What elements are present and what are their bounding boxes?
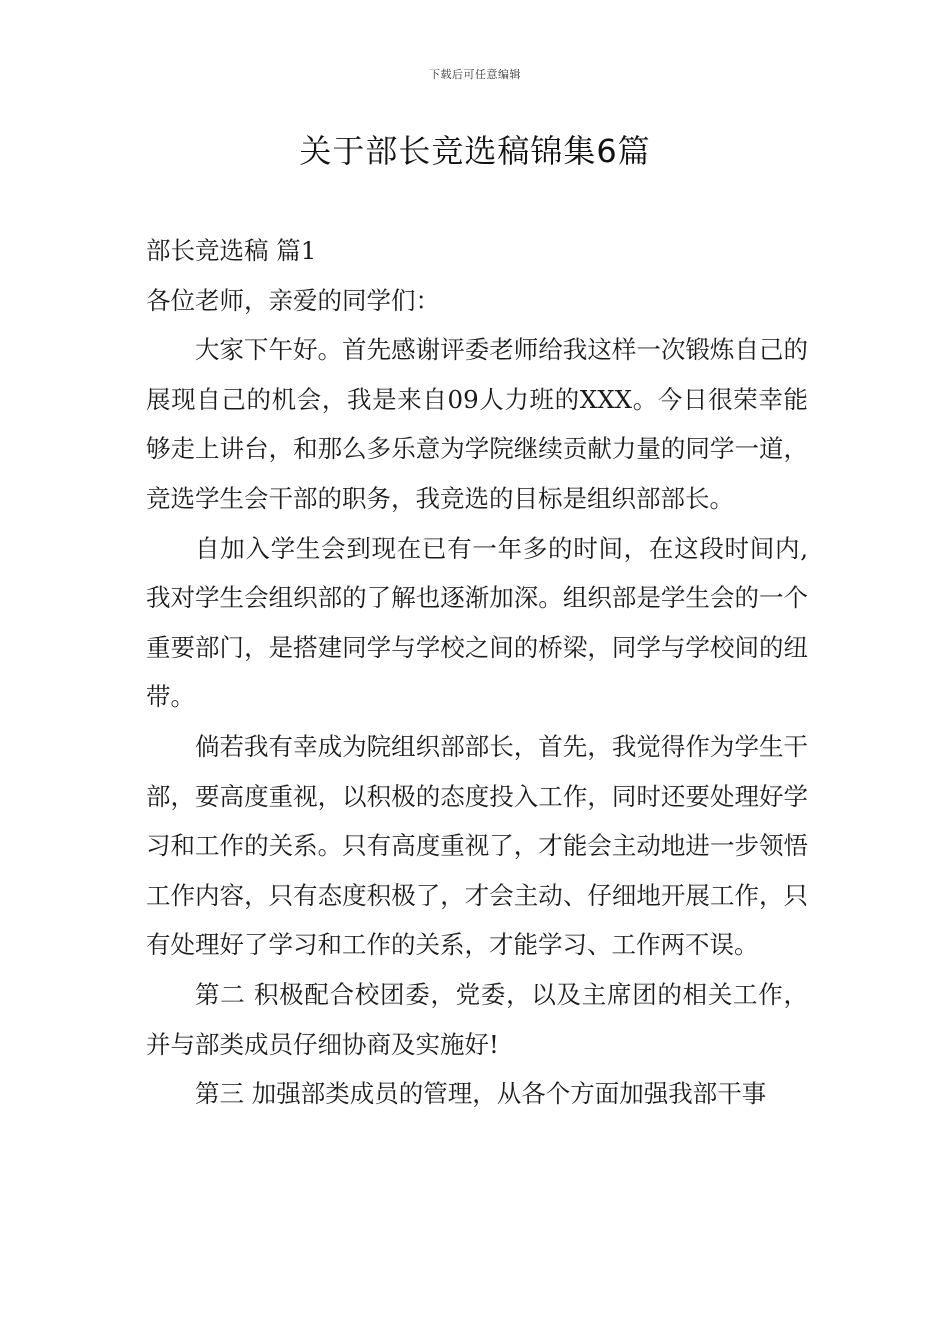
paragraph-3: 倘若我有幸成为院组织部部长，首先，我觉得作为学生干部，要高度重视，以积极的态度投入工作，同时还要处理好学习和工作的关系。只有高度重视了，才能会主动地进一步领悟工作内容，只有态度积极了，才会主动、仔细地开展工作，只有处理好了学习和工作的关系，才能学习、工作两不误。 <box>146 731 808 960</box>
document-title: 关于部长竞选稿锦集6篇 <box>299 132 651 170</box>
paragraph-5: 第三 加强部类成员的管理，从各个方面加强我部干事 <box>195 1079 767 1109</box>
section-heading: 部长竞选稿 篇1 <box>146 236 317 265</box>
paragraph-1: 大家下午好。首先感谢评委老师给我这样一次锻炼自己的展现自己的机会，我是来自09人力班的XXX。今日很荣幸能够走上讲台，和那么多乐意为学院继续贡献力量的同学一道，竞选学生会干部的职务，我竞选的目标是组织部部长。 <box>146 335 808 513</box>
paragraph-4: 第二 积极配合校团委，党委，以及主席团的相关工作，并与部类成员仔细协商及实施好! <box>146 979 808 1059</box>
paragraph-2: 自加入学生会到现在已有一年多的时间，在这段时间内,我对学生会组织部的了解也逐渐加深。组织部是学生会的一个重要部门，是搭建同学与学校之间的桥梁，同学与学校间的纽带。 <box>146 533 808 712</box>
document-body <box>146 226 808 1119</box>
header-note: 下载后可任意编辑 <box>429 68 521 81</box>
salutation: 各位老师，亲爱的同学们： <box>146 285 440 315</box>
